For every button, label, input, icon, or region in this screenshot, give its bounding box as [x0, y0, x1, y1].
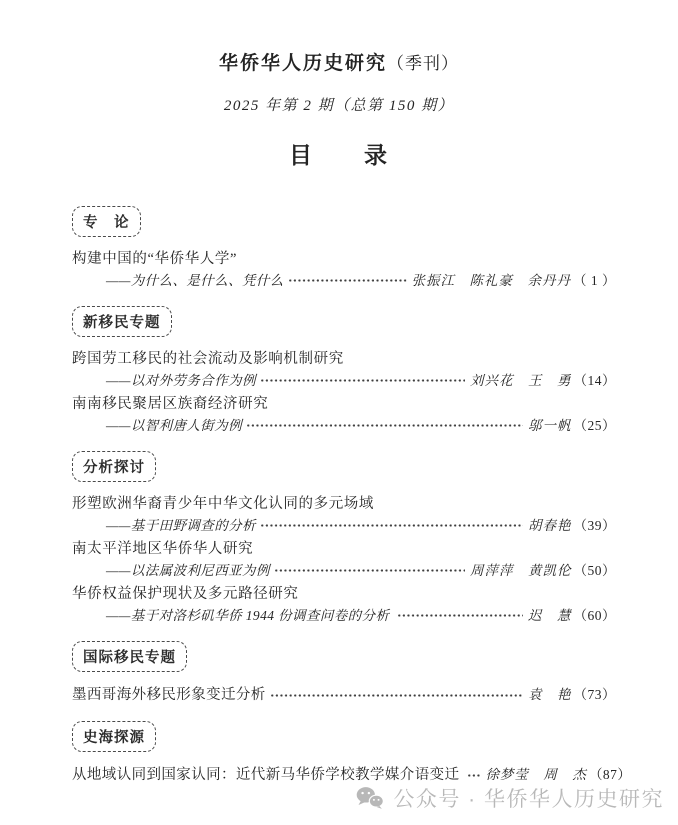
toc-entry	[72, 584, 616, 626]
entry-subtitle: ——基于对洛杉矶华侨 1944 份调查问卷的分析	[106, 608, 394, 623]
entry-page-number: （73）	[573, 687, 616, 702]
entry-page-number: （14）	[573, 373, 616, 388]
entry-subtitle-line	[72, 270, 616, 291]
section-analysis	[72, 451, 616, 626]
dot-leader	[398, 614, 523, 617]
section-label: 国际移民专题	[72, 641, 187, 672]
section-new-migrants	[72, 306, 616, 436]
entry-page-number: （60）	[573, 608, 616, 623]
entry-authors: 迟 慧	[528, 608, 572, 623]
entry-subtitle-line	[72, 515, 616, 536]
toc-entry	[72, 684, 616, 706]
section-label: 专 论	[72, 206, 141, 237]
entry-authors: 袁 艳	[528, 687, 572, 702]
entry-page-number: （39）	[573, 518, 616, 533]
toc-entry	[72, 349, 616, 391]
wechat-icon	[356, 786, 384, 810]
toc-entry	[72, 394, 616, 436]
entry-subtitle-line	[72, 370, 616, 391]
dot-leader	[247, 424, 523, 427]
entry-title: 南太平洋地区华侨华人研究	[72, 541, 254, 557]
entry-authors: 周萍萍 黄凯伦	[470, 563, 572, 578]
entry-authors: 徐梦莹 周 杰	[485, 767, 587, 782]
section-label: 分析探讨	[72, 451, 156, 482]
entry-authors: 刘兴花 王 勇	[470, 373, 572, 388]
section-label: 新移民专题	[72, 306, 172, 337]
entry-page-number: （87）	[588, 767, 632, 782]
entry-page-number: （25）	[573, 418, 616, 433]
page-header	[0, 0, 678, 170]
entry-authors: 邬一帆	[528, 418, 572, 433]
entry-title: 跨国劳工移民的社会流动及影响机制研究	[72, 351, 344, 367]
toc-entry	[72, 494, 616, 536]
entry-title: 构建中国的“华侨华人学”	[72, 251, 238, 267]
entry-subtitle: ——以智利唐人街为例	[106, 418, 243, 433]
issue-line: 2025 年第 2 期（总第 150 期）	[223, 98, 455, 114]
entry-subtitle-line	[72, 560, 616, 581]
toc-entry	[72, 249, 616, 291]
dot-leader	[468, 774, 480, 777]
entry-subtitle: ——以法属波利尼西亚为例	[106, 563, 270, 578]
section-historical-sources	[72, 721, 632, 786]
entry-title: 南南移民聚居区族裔经济研究	[72, 396, 269, 412]
section-special-discussion	[72, 206, 616, 291]
entry-authors: 张振江 陈礼豪 余丹丹	[411, 273, 571, 288]
entry-page-number: （ 1 ）	[573, 273, 616, 288]
entry-subtitle-line	[72, 415, 616, 436]
toc-title: 目 录	[289, 143, 389, 168]
entry-subtitle-line	[72, 605, 616, 626]
dot-leader	[271, 694, 523, 697]
section-international-migration	[72, 641, 616, 706]
dot-leader	[261, 379, 465, 382]
section-label: 史海探源	[72, 721, 156, 752]
journal-title-main: 华侨华人历史研究	[218, 53, 387, 74]
entry-authors: 胡春艳	[528, 518, 572, 533]
entry-page-number: （50）	[573, 563, 616, 578]
journal-title	[0, 52, 678, 76]
entry-subtitle: ——以对外劳务合作为例	[106, 373, 256, 388]
journal-title-suffix: （季刊）	[387, 54, 459, 73]
dot-leader	[261, 524, 523, 527]
entry-title: 墨西哥海外移民形象变迁分析	[72, 687, 266, 703]
entry-title: 从地域认同到国家认同：近代新马华侨学校教学媒介语变迁	[72, 767, 464, 783]
entry-title: 华侨权益保护现状及多元路径研究	[72, 586, 299, 602]
wechat-watermark-label: 公众号 · 华侨华人历史研究	[393, 788, 664, 811]
dot-leader	[275, 569, 465, 572]
toc-content	[0, 206, 678, 786]
entry-subtitle: ——基于田野调查的分析	[106, 518, 256, 533]
dot-leader	[289, 279, 407, 282]
toc-entry	[72, 539, 616, 581]
entry-title: 形塑欧洲华裔青少年中华文化认同的多元场域	[72, 496, 374, 512]
entry-single-line	[72, 684, 616, 706]
entry-subtitle: ——为什么、是什么、凭什么	[106, 273, 284, 288]
wechat-watermark	[356, 783, 664, 813]
